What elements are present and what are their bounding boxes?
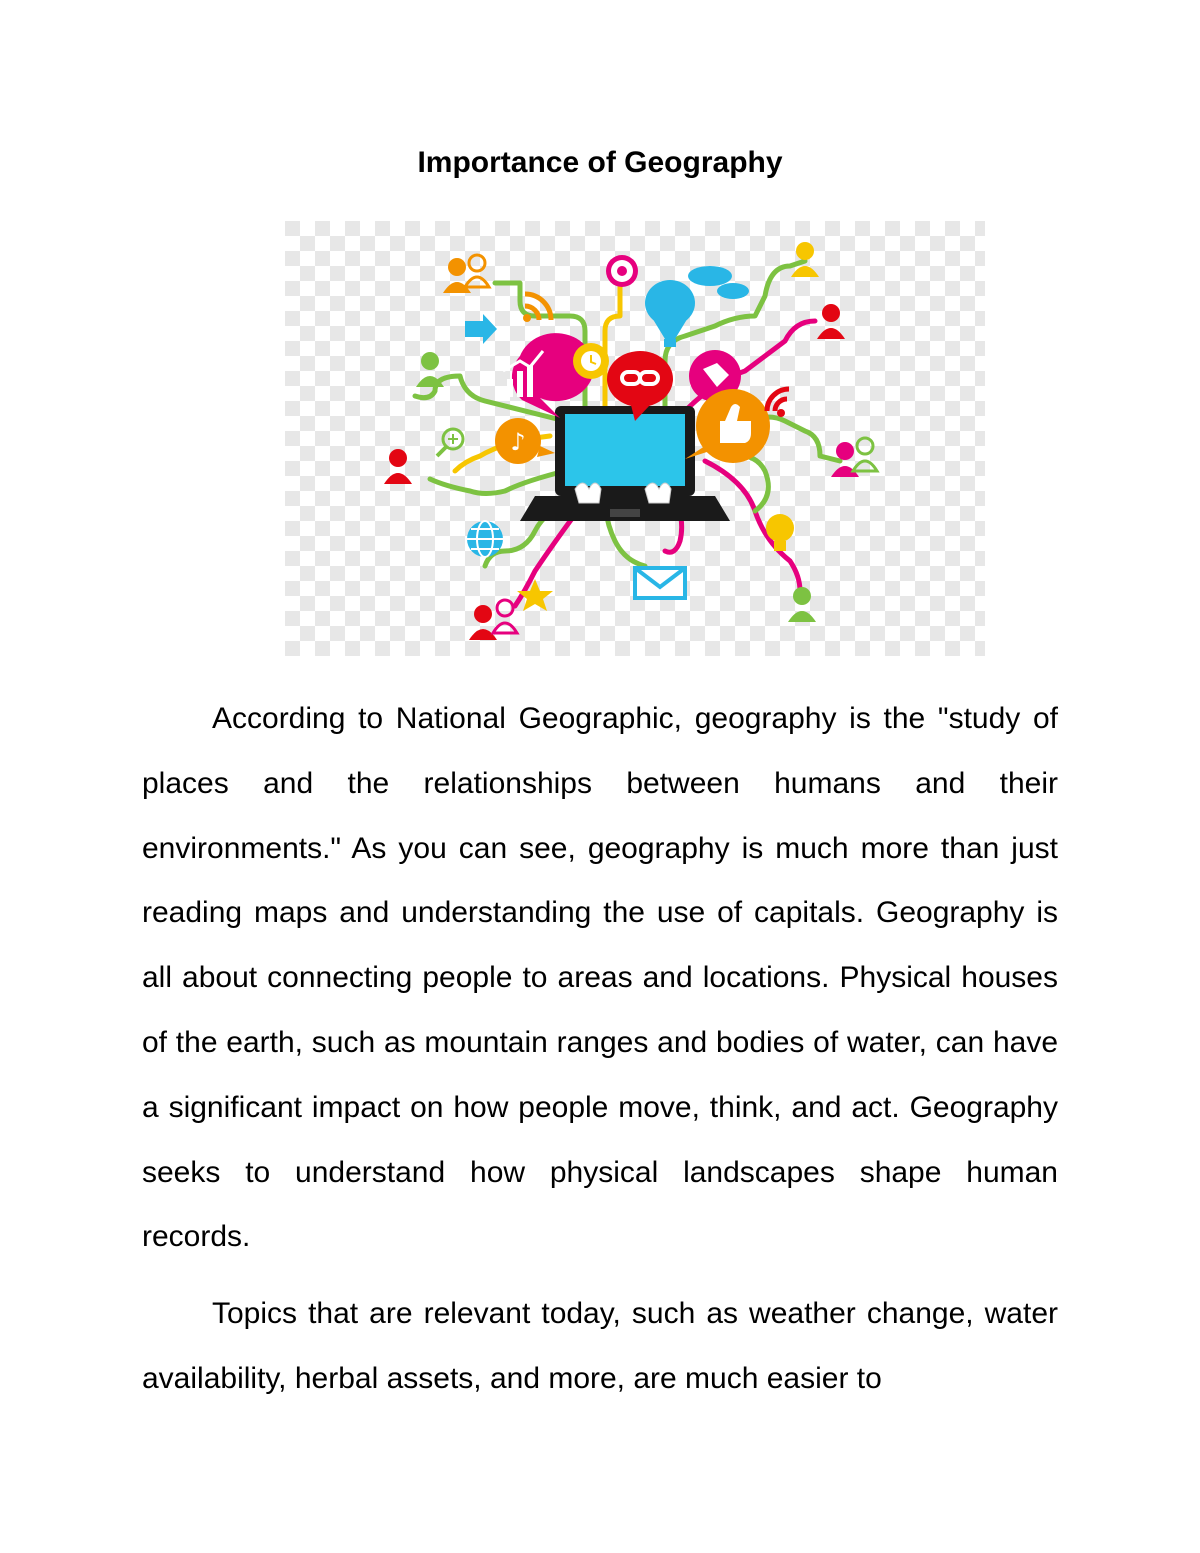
paragraph-2	[142, 1282, 1058, 1412]
page-title: Importance of Geography	[417, 146, 783, 179]
globe-icon	[467, 521, 503, 557]
svg-text:♪: ♪	[510, 428, 526, 456]
geography-illustration	[285, 221, 985, 656]
clock-icon	[573, 343, 609, 379]
paragraph-1	[142, 687, 1058, 1270]
paragraph-2-text: Topics that are relevant today, such as weather change, water availability, herbal assets, and more, are much easier to	[142, 1297, 1058, 1395]
illustration-svg	[285, 221, 985, 656]
location-pin-icon	[606, 255, 638, 287]
mail-icon	[635, 568, 685, 598]
paragraph-1-text: According to National Geographic, geography is the "study of places and the relationships between humans and their environments." As you can see, geography is much more than just reading maps and understanding the use of capitals. Geography is all about connecting people to areas and locations. Physical houses of the earth, such as mountain ranges and bodies of water, can have a significant impact on how people move, think, and act. Geography seeks to understand how physical landscapes shape human records.	[142, 702, 1058, 1254]
